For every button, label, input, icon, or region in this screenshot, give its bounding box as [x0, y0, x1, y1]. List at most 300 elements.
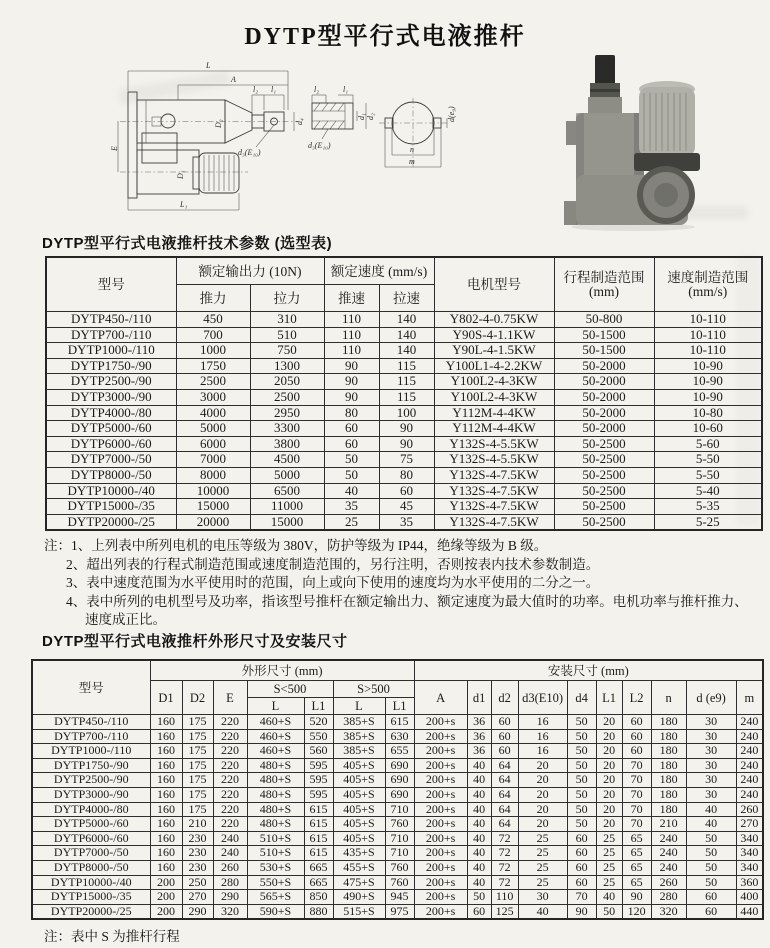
- value-cell: 40: [518, 904, 567, 919]
- value-cell: 530+S: [247, 860, 304, 875]
- value-cell: 50: [567, 729, 596, 744]
- value-cell: 175: [182, 758, 213, 773]
- value-cell: 20: [518, 773, 567, 788]
- value-cell: 690: [385, 787, 414, 802]
- value-cell: Y132S-4-5.5KW: [434, 452, 554, 468]
- value-cell: 180: [651, 729, 686, 744]
- value-cell: 480+S: [247, 787, 304, 802]
- value-cell: 320: [651, 904, 686, 919]
- value-cell: 72: [491, 846, 518, 861]
- value-cell: 60: [491, 744, 518, 759]
- value-cell: 5-50: [654, 452, 762, 468]
- value-cell: 945: [385, 890, 414, 905]
- value-cell: 50: [567, 758, 596, 773]
- page-title: DYTP型平行式电液推杆: [244, 24, 526, 50]
- value-cell: 175: [182, 715, 213, 730]
- col-D2: D2: [182, 681, 213, 715]
- value-cell: 30: [686, 787, 736, 802]
- value-cell: 230: [182, 860, 213, 875]
- dim-label-d1: d₁: [357, 113, 366, 120]
- value-cell: 72: [491, 875, 518, 890]
- value-cell: 70: [622, 773, 651, 788]
- value-cell: 320: [213, 904, 247, 919]
- value-cell: 20: [596, 773, 622, 788]
- dim-table-header: [32, 660, 763, 715]
- value-cell: 50: [567, 744, 596, 759]
- value-cell: 110: [324, 327, 379, 343]
- value-cell: 10-80: [654, 405, 762, 421]
- value-cell: 405+S: [333, 802, 385, 817]
- value-cell: 200+s: [414, 817, 467, 832]
- value-cell: 20: [596, 758, 622, 773]
- col-group-rated-speed: 额定速度 (mm/s): [324, 257, 434, 285]
- spec-table-header: [46, 257, 762, 312]
- table-row: [32, 890, 763, 905]
- value-cell: 405+S: [333, 831, 385, 846]
- value-cell: 16: [518, 729, 567, 744]
- col-d-e9: d (e9): [686, 681, 736, 715]
- value-cell: 50: [686, 875, 736, 890]
- dim-label-D2: D₂: [214, 119, 223, 128]
- value-cell: 50: [567, 802, 596, 817]
- value-cell: 50: [567, 715, 596, 730]
- value-cell: 60: [567, 846, 596, 861]
- dim-label-D1: D₁: [176, 170, 185, 179]
- value-cell: 160: [150, 846, 182, 861]
- stroke-footnote: 注：表中 S 为推杆行程: [44, 929, 180, 944]
- table-row: [46, 358, 762, 374]
- value-cell: 35: [379, 514, 434, 530]
- table-row: [32, 787, 763, 802]
- value-cell: 20: [596, 715, 622, 730]
- value-cell: 405+S: [333, 758, 385, 773]
- value-cell: 480+S: [247, 802, 304, 817]
- value-cell: Y132S-4-7.5KW: [434, 467, 554, 483]
- value-cell: 250: [182, 875, 213, 890]
- value-cell: 560: [304, 744, 333, 759]
- value-cell: 70: [622, 787, 651, 802]
- value-cell: 90: [324, 374, 379, 390]
- value-cell: 4000: [176, 405, 250, 421]
- value-cell: 200+s: [414, 831, 467, 846]
- value-cell: 360: [736, 875, 763, 890]
- value-cell: 510+S: [247, 831, 304, 846]
- table-row: [46, 499, 762, 515]
- value-cell: 220: [213, 744, 247, 759]
- model-cell: DYTP2500-/90: [32, 773, 150, 788]
- value-cell: 50-2500: [554, 514, 654, 530]
- value-cell: 590+S: [247, 904, 304, 919]
- value-cell: 120: [622, 904, 651, 919]
- value-cell: 40: [467, 875, 491, 890]
- value-cell: 50: [686, 831, 736, 846]
- value-cell: 5-40: [654, 483, 762, 499]
- actuator-photo: [564, 55, 700, 231]
- value-cell: 40: [467, 773, 491, 788]
- value-cell: 270: [182, 890, 213, 905]
- value-cell: 60: [686, 890, 736, 905]
- value-cell: 5-50: [654, 467, 762, 483]
- model-cell: DYTP5000-/60: [46, 421, 176, 437]
- value-cell: 60: [622, 729, 651, 744]
- value-cell: 25: [596, 831, 622, 846]
- value-cell: 30: [686, 729, 736, 744]
- value-cell: 490+S: [333, 890, 385, 905]
- value-cell: 90: [324, 358, 379, 374]
- dim-label-de9: d(e₉): [447, 106, 456, 122]
- dim-label-d3: d₃(E₁₀): [238, 148, 261, 157]
- value-cell: 160: [150, 817, 182, 832]
- value-cell: 220: [213, 715, 247, 730]
- model-cell: DYTP6000-/60: [32, 831, 150, 846]
- value-cell: 550: [304, 729, 333, 744]
- value-cell: 5000: [250, 467, 324, 483]
- value-cell: 435+S: [333, 846, 385, 861]
- value-cell: 1000: [176, 343, 250, 359]
- value-cell: 30: [686, 758, 736, 773]
- value-cell: 20: [518, 802, 567, 817]
- value-cell: 405+S: [333, 787, 385, 802]
- value-cell: 455+S: [333, 860, 385, 875]
- table-row: [46, 421, 762, 437]
- value-cell: 1300: [250, 358, 324, 374]
- value-cell: 64: [491, 802, 518, 817]
- col-push-force: 推力: [176, 285, 250, 312]
- value-cell: 90: [379, 421, 434, 437]
- value-cell: 5-25: [654, 514, 762, 530]
- value-cell: 40: [467, 787, 491, 802]
- value-cell: 270: [736, 817, 763, 832]
- value-cell: 160: [150, 787, 182, 802]
- model-cell: DYTP4000-/80: [32, 802, 150, 817]
- value-cell: 230: [182, 846, 213, 861]
- value-cell: 3000: [176, 389, 250, 405]
- value-cell: 760: [385, 817, 414, 832]
- col-E: E: [213, 681, 247, 715]
- value-cell: Y132S-4-7.5KW: [434, 499, 554, 515]
- value-cell: 340: [736, 860, 763, 875]
- value-cell: 20: [596, 787, 622, 802]
- col-stroke-range-line2: (mm): [589, 283, 619, 299]
- value-cell: 240: [736, 758, 763, 773]
- value-cell: 60: [467, 904, 491, 919]
- value-cell: 160: [150, 758, 182, 773]
- col-L2-install: L2: [622, 681, 651, 715]
- dimension-drawing: [98, 55, 463, 233]
- value-cell: 240: [736, 744, 763, 759]
- value-cell: 75: [379, 452, 434, 468]
- col-L1-install: L1: [596, 681, 622, 715]
- table-row: [46, 343, 762, 359]
- value-cell: 72: [491, 860, 518, 875]
- value-cell: 5000: [176, 421, 250, 437]
- model-cell: DYTP1000-/110: [32, 744, 150, 759]
- value-cell: 65: [622, 831, 651, 846]
- col-push-speed: 推速: [324, 285, 379, 312]
- value-cell: Y112M-4-4KW: [434, 421, 554, 437]
- value-cell: 340: [736, 831, 763, 846]
- value-cell: 220: [213, 802, 247, 817]
- spec-section-heading: DYTP型平行式电液推杆技术参数 (选型表): [42, 235, 333, 252]
- value-cell: 175: [182, 729, 213, 744]
- table-row: [32, 846, 763, 861]
- value-cell: 50: [567, 787, 596, 802]
- value-cell: 450: [176, 312, 250, 328]
- value-cell: 290: [213, 890, 247, 905]
- value-cell: 50: [324, 452, 379, 468]
- value-cell: 480+S: [247, 773, 304, 788]
- value-cell: 3300: [250, 421, 324, 437]
- value-cell: 240: [213, 846, 247, 861]
- dim-label-l2: l₂: [253, 85, 259, 94]
- value-cell: 280: [213, 875, 247, 890]
- value-cell: 615: [304, 817, 333, 832]
- value-cell: 565+S: [247, 890, 304, 905]
- spec-table: [45, 256, 763, 531]
- table-row: [32, 904, 763, 919]
- table-row: [32, 860, 763, 875]
- value-cell: 50: [567, 773, 596, 788]
- value-cell: 200+s: [414, 758, 467, 773]
- value-cell: 200+s: [414, 744, 467, 759]
- value-cell: 7000: [176, 452, 250, 468]
- value-cell: 210: [651, 817, 686, 832]
- model-cell: DYTP1000-/110: [46, 343, 176, 359]
- value-cell: 260: [736, 802, 763, 817]
- dim-label-L: L: [206, 61, 211, 70]
- value-cell: 50: [567, 817, 596, 832]
- value-cell: 25: [324, 514, 379, 530]
- value-cell: 70: [622, 802, 651, 817]
- value-cell: 180: [651, 787, 686, 802]
- table-row: [32, 875, 763, 890]
- value-cell: 65: [622, 875, 651, 890]
- col-group-rated-force: 额定输出力 (10N): [176, 257, 324, 285]
- table-row: [32, 758, 763, 773]
- value-cell: 1750: [176, 358, 250, 374]
- col-speed-range-line1: 速度制造范围: [667, 269, 749, 285]
- value-cell: 200: [150, 875, 182, 890]
- value-cell: 180: [651, 744, 686, 759]
- value-cell: Y100L1-4-2.2KW: [434, 358, 554, 374]
- value-cell: 40: [467, 831, 491, 846]
- value-cell: 2950: [250, 405, 324, 421]
- value-cell: 975: [385, 904, 414, 919]
- dim-label-l1: l₁: [343, 85, 349, 94]
- value-cell: 240: [736, 715, 763, 730]
- value-cell: 240: [651, 846, 686, 861]
- value-cell: 15000: [176, 499, 250, 515]
- value-cell: 40: [596, 890, 622, 905]
- model-cell: DYTP20000-/25: [46, 514, 176, 530]
- value-cell: 10-110: [654, 312, 762, 328]
- value-cell: 50: [686, 860, 736, 875]
- col-L1-lt: L1: [304, 698, 333, 715]
- col-L1-gt: L1: [385, 698, 414, 715]
- value-cell: 160: [150, 860, 182, 875]
- value-cell: 50-2000: [554, 389, 654, 405]
- trunnion-mount-view: [379, 98, 456, 167]
- value-cell: 20: [596, 744, 622, 759]
- model-cell: DYTP5000-/60: [32, 817, 150, 832]
- value-cell: 50: [686, 846, 736, 861]
- table-row: [46, 405, 762, 421]
- value-cell: 25: [596, 860, 622, 875]
- col-A: A: [414, 681, 467, 715]
- value-cell: 385+S: [333, 744, 385, 759]
- value-cell: 64: [491, 817, 518, 832]
- value-cell: 70: [622, 817, 651, 832]
- spec-table-body: [46, 312, 762, 531]
- value-cell: 710: [385, 802, 414, 817]
- table-row: [46, 374, 762, 390]
- value-cell: 10-90: [654, 358, 762, 374]
- value-cell: 60: [324, 421, 379, 437]
- value-cell: 60: [379, 483, 434, 499]
- value-cell: 60: [567, 831, 596, 846]
- value-cell: 110: [491, 890, 518, 905]
- value-cell: 64: [491, 758, 518, 773]
- value-cell: 50: [324, 467, 379, 483]
- value-cell: 200+s: [414, 846, 467, 861]
- value-cell: 385+S: [333, 715, 385, 730]
- value-cell: 90: [622, 890, 651, 905]
- value-cell: 220: [213, 817, 247, 832]
- note-prefix: 注：: [44, 538, 71, 553]
- col-model: 型号: [46, 257, 176, 312]
- value-cell: 230: [182, 831, 213, 846]
- value-cell: 50: [467, 890, 491, 905]
- value-cell: 630: [385, 729, 414, 744]
- value-cell: 45: [379, 499, 434, 515]
- table-row: [32, 773, 763, 788]
- value-cell: Y100L2-4-3KW: [434, 374, 554, 390]
- model-cell: DYTP700-/110: [32, 729, 150, 744]
- value-cell: 260: [213, 860, 247, 875]
- value-cell: 40: [324, 483, 379, 499]
- notes-block: [44, 537, 749, 630]
- note-line: 4、表中所列的电机型号及功率，指该型号推杆在额定输出力、额定速度为最大值时的功率。电机功率与推杆推力、: [66, 593, 748, 609]
- value-cell: 15000: [250, 514, 324, 530]
- value-cell: 175: [182, 787, 213, 802]
- value-cell: Y90S-4-1.1KW: [434, 327, 554, 343]
- model-cell: DYTP3000-/90: [46, 389, 176, 405]
- value-cell: 520: [304, 715, 333, 730]
- value-cell: 25: [518, 831, 567, 846]
- note-line: [44, 537, 749, 556]
- value-cell: 160: [150, 831, 182, 846]
- table-row: [46, 436, 762, 452]
- value-cell: 20: [596, 729, 622, 744]
- col-d3: d3(E10): [518, 681, 567, 715]
- value-cell: 510: [250, 327, 324, 343]
- value-cell: 40: [467, 817, 491, 832]
- model-cell: DYTP10000-/40: [32, 875, 150, 890]
- model-cell: DYTP10000-/40: [46, 483, 176, 499]
- value-cell: 180: [651, 802, 686, 817]
- value-cell: 200+s: [414, 875, 467, 890]
- value-cell: 60: [324, 436, 379, 452]
- dim-label-n: n: [410, 145, 414, 154]
- col-pull-speed: 拉速: [379, 285, 434, 312]
- value-cell: 30: [686, 744, 736, 759]
- table-row: [32, 744, 763, 759]
- note-1: 1、上列表中所列电机的电压等级为 380V，防护等级为 IP44，绝缘等级为 B 级。: [71, 538, 548, 553]
- value-cell: 310: [250, 312, 324, 328]
- dim-section-heading: DYTP型平行式电液推杆外形尺寸及安装尺寸: [42, 633, 348, 650]
- value-cell: 750: [250, 343, 324, 359]
- value-cell: Y802-4-0.75KW: [434, 312, 554, 328]
- table-row: [32, 715, 763, 730]
- product-photo: [538, 55, 728, 231]
- value-cell: 65: [622, 860, 651, 875]
- col-pull-force: 拉力: [250, 285, 324, 312]
- value-cell: 240: [736, 773, 763, 788]
- value-cell: 30: [686, 715, 736, 730]
- value-cell: 240: [213, 831, 247, 846]
- value-cell: 70: [567, 890, 596, 905]
- value-cell: 220: [213, 729, 247, 744]
- value-cell: 290: [182, 904, 213, 919]
- value-cell: 665: [304, 875, 333, 890]
- value-cell: 140: [379, 327, 434, 343]
- value-cell: 615: [304, 802, 333, 817]
- value-cell: 25: [596, 875, 622, 890]
- motor-fins: [204, 155, 234, 191]
- value-cell: 90: [567, 904, 596, 919]
- value-cell: 60: [491, 729, 518, 744]
- col-d2: d2: [491, 681, 518, 715]
- value-cell: 175: [182, 802, 213, 817]
- rod-end-detail: [308, 85, 375, 150]
- value-cell: 220: [213, 787, 247, 802]
- value-cell: 440: [736, 904, 763, 919]
- value-cell: 240: [736, 787, 763, 802]
- value-cell: 5-35: [654, 499, 762, 515]
- value-cell: 50-2000: [554, 374, 654, 390]
- model-cell: DYTP450-/110: [46, 312, 176, 328]
- value-cell: 110: [324, 343, 379, 359]
- value-cell: 25: [596, 846, 622, 861]
- value-cell: 140: [379, 343, 434, 359]
- value-cell: 64: [491, 787, 518, 802]
- note-line: 2、超出列表的行程式制造范围或速度制造范围的，另行注明，否则按表内技术参数制造。: [66, 556, 600, 572]
- value-cell: Y90L-4-1.5KW: [434, 343, 554, 359]
- model-cell: DYTP450-/110: [32, 715, 150, 730]
- dim-table-body: [32, 715, 763, 920]
- value-cell: 2500: [250, 389, 324, 405]
- value-cell: 200+s: [414, 802, 467, 817]
- col-speed-range-line2: (mm/s): [688, 283, 728, 299]
- value-cell: 36: [467, 744, 491, 759]
- value-cell: 90: [379, 436, 434, 452]
- col-m: m: [736, 681, 763, 715]
- value-cell: 200+s: [414, 890, 467, 905]
- value-cell: 400: [736, 890, 763, 905]
- model-cell: DYTP8000-/50: [46, 467, 176, 483]
- value-cell: 6500: [250, 483, 324, 499]
- value-cell: 655: [385, 744, 414, 759]
- value-cell: 850: [304, 890, 333, 905]
- value-cell: 10000: [176, 483, 250, 499]
- value-cell: 160: [150, 729, 182, 744]
- value-cell: 2050: [250, 374, 324, 390]
- value-cell: Y100L2-4-3KW: [434, 389, 554, 405]
- table-row: [32, 729, 763, 744]
- col-group-outline: 外形尺寸 (mm): [150, 660, 414, 681]
- value-cell: 25: [518, 860, 567, 875]
- col-stroke-range: [554, 257, 654, 312]
